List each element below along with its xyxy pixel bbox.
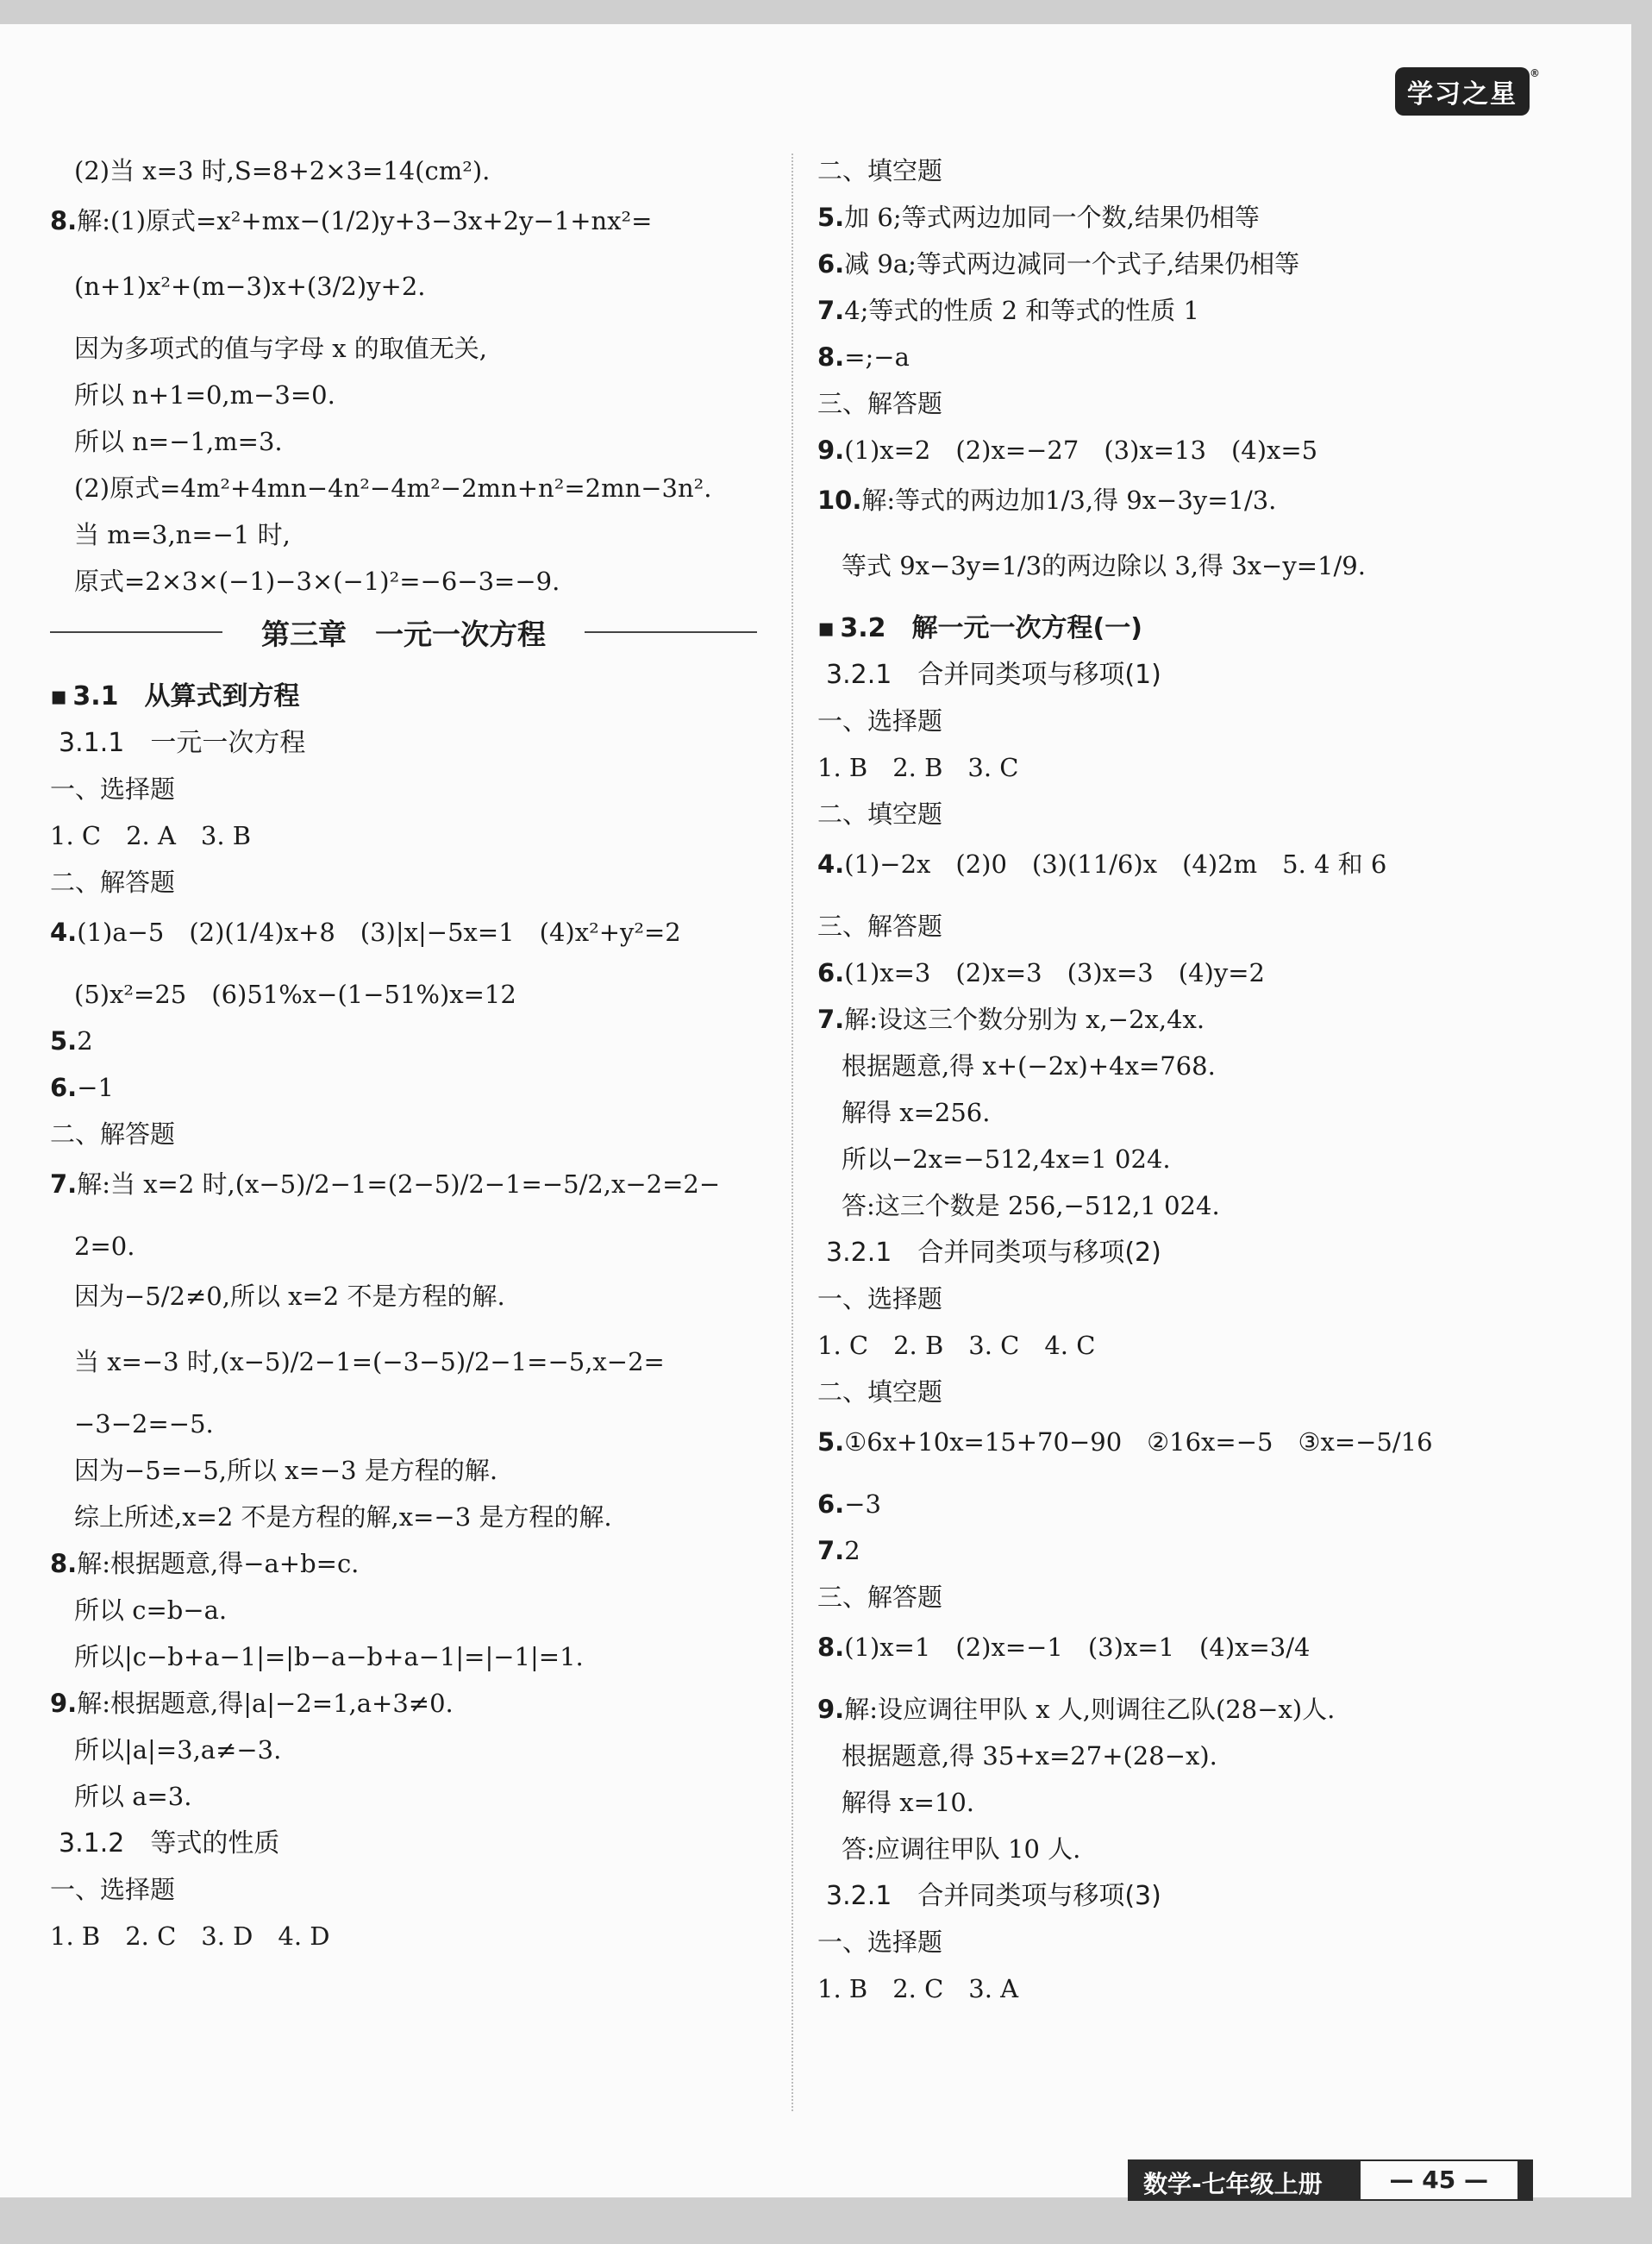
item-text: 2 (77, 1026, 93, 1056)
item-text: 当 x=−3 时,(x−5)/2−1=(−3−5)/2−1=−5,x−2= (74, 1347, 665, 1376)
answer-line (50, 331, 757, 366)
item-text: 2=0. (74, 1232, 135, 1261)
item-text: (1)x=2 (2)x=−27 (3)x=13 (4)x=5 (844, 436, 1318, 465)
item-text: 解:根据题意,得|a|−2=1,a+3≠0. (77, 1689, 454, 1718)
item-number: 8. (817, 342, 845, 372)
item-number: 6. (817, 958, 845, 987)
item-text: 1. B 2. B 3. C (817, 753, 1019, 782)
item-number: 6. (50, 1073, 78, 1102)
item-text: 1. C 2. B 3. C 4. C (817, 1331, 1096, 1360)
item-text: 3.2.1 合并同类项与移项(2) (826, 1238, 1161, 1268)
item-text: (2)原式=4m²+4mn−4n²−4m²−2mn+n²=2mn−3n². (74, 473, 712, 503)
answer-line (50, 1593, 757, 1627)
item-text: 答:这三个数是 256,−512,1 024. (842, 1191, 1220, 1220)
item-text: 解:设这三个数分别为 x,−2x,4x. (844, 1005, 1205, 1034)
item-number: 4. (50, 918, 78, 947)
item-number: 7. (817, 1536, 845, 1565)
section-heading (817, 611, 1576, 647)
item-number: 8. (817, 1633, 845, 1662)
question-type-heading (817, 1580, 1576, 1614)
item-number: 9. (50, 1689, 78, 1718)
answer-line (50, 1686, 757, 1721)
item-text: (n+1)x²+(m−3)x+(3/2)y+2. (74, 272, 426, 301)
item-text: 二、解答题 (50, 1119, 176, 1149)
answer-line (50, 1779, 757, 1814)
item-number: 6. (817, 249, 845, 279)
answer-line (50, 977, 757, 1012)
item-text: ①6x+10x=15+70−90 ②16x=−5 ③x=−5/16 (844, 1427, 1433, 1457)
item-text: 1. C 2. A 3. B (50, 821, 252, 850)
answer-line (817, 340, 1576, 374)
answer-line (50, 1733, 757, 1767)
item-text: 解:当 x=2 时,(x−5)/2−1=(2−5)/2−1=−5/2,x−2=2− (77, 1169, 721, 1199)
item-text: (1)x=3 (2)x=3 (3)x=3 (4)y=2 (844, 958, 1265, 987)
item-text: 解:设应调往甲队 x 人,则调往乙队(28−x)人. (844, 1695, 1336, 1724)
item-number: 5. (50, 1026, 78, 1056)
answer-line (817, 1487, 1576, 1521)
item-text: 解:根据题意,得−a+b=c. (77, 1549, 360, 1578)
chapter-heading (50, 612, 757, 653)
item-text: 所以 n+1=0,m−3=0. (74, 380, 335, 410)
section-heading (50, 679, 757, 715)
item-number: 7. (817, 296, 845, 325)
answer-line (817, 1739, 1576, 1773)
question-type-heading (817, 797, 1576, 831)
item-text: 减 9a;等式两边减同一个式子,结果仍相等 (844, 249, 1300, 279)
answer-line (50, 1229, 757, 1263)
item-number: 7. (817, 1005, 845, 1034)
item-text: (5)x²=25 (6)51%x−(1−51%)x=12 (74, 980, 516, 1009)
answer-line (50, 1163, 757, 1205)
answer-line (817, 1142, 1576, 1176)
item-text: 因为−5/2≠0,所以 x=2 不是方程的解. (74, 1282, 505, 1311)
item-text: (1)x=1 (2)x=−1 (3)x=1 (4)x=3/4 (844, 1633, 1311, 1662)
item-text: 3.1.1 一元一次方程 (59, 728, 306, 758)
answer-line (50, 424, 757, 459)
item-text: 三、解答题 (817, 1583, 943, 1612)
item-text: 3.2.1 合并同类项与移项(3) (826, 1881, 1161, 1911)
item-number: 10. (817, 486, 862, 515)
question-type-heading (50, 1117, 757, 1151)
item-text: 3.1.2 等式的性质 (59, 1828, 280, 1859)
item-text: 一、选择题 (817, 1927, 943, 1957)
answer-line (50, 1276, 757, 1317)
item-text: 4;等式的性质 2 和等式的性质 1 (844, 296, 1199, 325)
item-text: 解:等式的两边加1/3,得 9x−3y=1/3. (861, 486, 1277, 515)
item-text: 解得 x=256. (842, 1098, 991, 1127)
answer-line (817, 750, 1576, 785)
item-number: 5. (817, 203, 845, 232)
answer-line (50, 1639, 757, 1674)
answer-line (817, 1785, 1576, 1820)
answer-line (50, 1070, 757, 1105)
subsection-heading (59, 725, 757, 762)
question-type-heading (50, 1872, 757, 1907)
answer-line (50, 564, 757, 599)
item-text: 3.1 从算式到方程 (72, 681, 300, 711)
item-text: 所以 c=b−a. (74, 1595, 228, 1625)
item-text: 一、选择题 (50, 774, 176, 804)
item-number: 8. (50, 1549, 78, 1578)
item-text: 因为多项式的值与字母 x 的取值无关, (74, 334, 488, 363)
answer-line (817, 480, 1576, 521)
item-text: −3 (844, 1489, 881, 1519)
item-number: 8. (50, 206, 78, 235)
item-text: 三、解答题 (817, 912, 943, 941)
item-text: 所以|a|=3,a≠−3. (74, 1735, 282, 1764)
item-text: 三、解答题 (817, 389, 943, 418)
item-text: 因为−5=−5,所以 x=−3 是方程的解. (74, 1456, 498, 1485)
answer-line (817, 1533, 1576, 1568)
answer-line (817, 1421, 1576, 1463)
footer-title: 数学-七年级上册 (1143, 2170, 1323, 2198)
item-text: 二、填空题 (817, 156, 943, 185)
item-text: 所以|c−b+a−1|=|b−a−b+a−1|=|−1|=1. (74, 1642, 584, 1671)
item-text: 二、填空题 (817, 1377, 943, 1407)
answer-line (817, 1328, 1576, 1363)
answer-line (817, 200, 1576, 235)
subsection-heading (826, 1235, 1576, 1271)
item-number: 9. (817, 1695, 845, 1724)
item-text: 原式=2×3×(−1)−3×(−1)²=−6−3=−9. (74, 567, 560, 596)
subsection-heading (826, 1878, 1576, 1915)
answer-line (50, 1919, 757, 1953)
item-text: 二、填空题 (817, 799, 943, 829)
item-number: 9. (817, 436, 845, 465)
question-type-heading (817, 909, 1576, 943)
item-text: 根据题意,得 35+x=27+(28−x). (842, 1741, 1217, 1771)
item-text: −3−2=−5. (74, 1409, 214, 1439)
question-type-heading (817, 1282, 1576, 1316)
item-text: 所以 a=3. (74, 1782, 192, 1811)
item-text: 一、选择题 (817, 706, 943, 736)
answer-line (50, 517, 757, 552)
answer-line (50, 471, 757, 505)
answer-line (817, 1095, 1576, 1130)
question-type-heading (817, 1375, 1576, 1409)
item-text: 3.2.1 合并同类项与移项(1) (826, 660, 1161, 690)
answer-line (50, 1546, 757, 1581)
answer-line (50, 1341, 757, 1382)
item-text: 所以 n=−1,m=3. (74, 427, 283, 456)
answer-line (50, 912, 757, 953)
item-text: 3.2 解一元一次方程(一) (840, 613, 1142, 643)
answer-line (50, 154, 757, 188)
page (0, 24, 1631, 2197)
question-type-heading (817, 704, 1576, 738)
item-text: 一、选择题 (50, 1875, 176, 1904)
right-column (817, 154, 1576, 2018)
column-divider (792, 154, 793, 2111)
answer-line (817, 1049, 1576, 1083)
answer-line (50, 1407, 757, 1441)
question-type-heading (50, 865, 757, 899)
answer-line (817, 956, 1576, 990)
answer-line (817, 1188, 1576, 1223)
item-number: 5. (817, 1427, 845, 1457)
item-text: 一、选择题 (817, 1284, 943, 1313)
item-text: 综上所述,x=2 不是方程的解,x=−3 是方程的解. (74, 1502, 612, 1532)
question-type-heading (50, 772, 757, 806)
item-text: −1 (77, 1073, 114, 1102)
subsection-heading (59, 1826, 757, 1862)
answer-line (50, 378, 757, 412)
answer-line (50, 818, 757, 853)
question-type-heading (817, 386, 1576, 421)
item-number: 4. (817, 849, 845, 879)
item-text: 第三章 一元一次方程 (261, 617, 546, 651)
answer-line (817, 1627, 1576, 1668)
answer-line (50, 266, 757, 307)
item-text: (1)−2x (2)0 (3)(11/6)x (4)2m 5. 4 和 6 (844, 849, 1387, 879)
answer-line (50, 200, 757, 241)
item-text: 1. B 2. C 3. A (817, 1974, 1019, 2003)
item-text: 加 6;等式两边加同一个数,结果仍相等 (844, 203, 1260, 232)
answer-line (817, 545, 1576, 586)
left-column (50, 154, 757, 1965)
item-text: 所以−2x=−512,4x=1 024. (842, 1144, 1171, 1174)
brand-logo: 学习之星 ® (1395, 67, 1530, 116)
answer-line (817, 433, 1576, 467)
item-text: =;−a (844, 342, 910, 372)
question-type-heading (817, 1925, 1576, 1959)
item-text: (2)当 x=3 时,S=8+2×3=14(cm²). (74, 156, 491, 185)
page-footer (1128, 2159, 1533, 2201)
answer-line (50, 1500, 757, 1534)
answer-line (817, 293, 1576, 328)
item-text: 二、解答题 (50, 868, 176, 897)
answer-line (817, 843, 1576, 885)
answer-line (817, 1832, 1576, 1866)
answer-line (817, 1692, 1576, 1727)
item-text: (1)a−5 (2)(1/4)x+8 (3)|x|−5x=1 (4)x²+y²=2 (77, 918, 681, 947)
item-text: 根据题意,得 x+(−2x)+4x=768. (842, 1051, 1216, 1081)
answer-line (817, 247, 1576, 281)
item-text: 等式 9x−3y=1/3的两边除以 3,得 3x−y=1/9. (842, 551, 1366, 580)
item-number: 7. (50, 1169, 78, 1199)
item-text: 当 m=3,n=−1 时, (74, 520, 291, 549)
answer-line (50, 1024, 757, 1058)
answer-line (817, 1002, 1576, 1037)
question-type-heading (817, 154, 1576, 188)
item-number: 6. (817, 1489, 845, 1519)
item-text: 1. B 2. C 3. D 4. D (50, 1921, 330, 1951)
answer-line (817, 1971, 1576, 2006)
page-number: — 45 — (1361, 2161, 1517, 2199)
item-text: 2 (844, 1536, 860, 1565)
item-text: 解得 x=10. (842, 1788, 974, 1817)
item-text: 答:应调往甲队 10 人. (842, 1834, 1081, 1864)
answer-line (50, 1453, 757, 1488)
subsection-heading (826, 657, 1576, 693)
item-text: 解:(1)原式=x²+mx−(1/2)y+3−3x+2y−1+nx²= (77, 206, 653, 235)
